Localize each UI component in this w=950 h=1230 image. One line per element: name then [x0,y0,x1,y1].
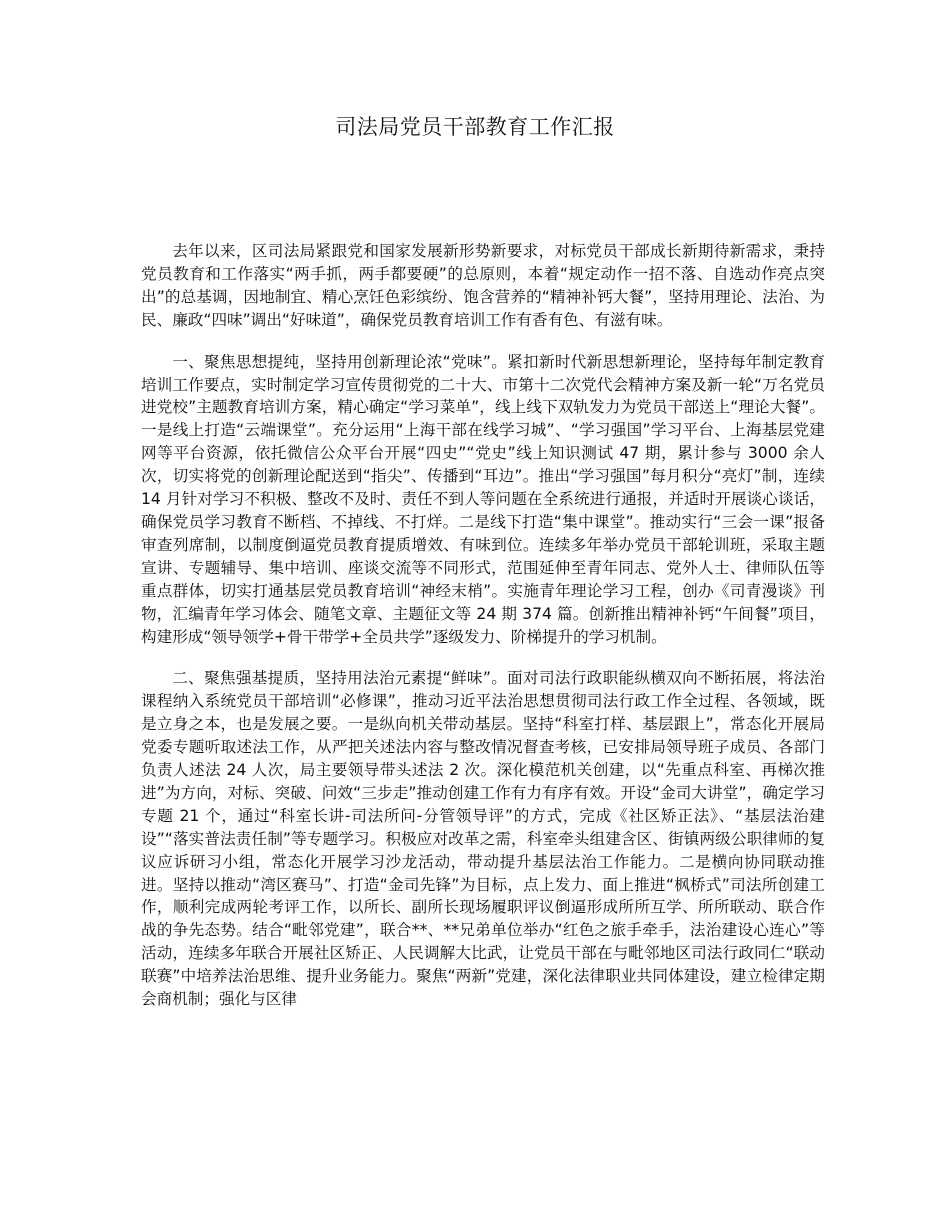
section-two-paragraph: 二、聚焦强基提质，坚持用法治元素提“鲜味”。面对司法行政职能纵横双向不断拓展，将法治课程纳入系统党员干部培训“必修课”，推动习近平法治思想贯彻司法行政工作全过程、各领域，既是立身之本，也是发展之要。一是纵向机关带动基层。坚持“科室打样、基层跟上”，常态化开展局党委专题听取述法工作，从严把关述法内容与整改情况督查考核，已安排局领导班子成员、各部门负责人述法 24 人次，局主要领导带头述法 2 次。深化模范机关创建，以“先重点科室、再梯次推进”为方向，对标、突破、问效“三步走”推动创建工作有力有序有效。开设“金司大讲堂”，确定学习专题 21 个，通过“科室长讲-司法所问-分管领导评”的方式，完成《社区矫正法》、“基层法治建设”“落实普法责任制”等专题学习。积极应对改革之需，科室牵头组建含区、街镇两级公职律师的复议应诉研习小组，常态化开展学习沙龙活动，带动提升基层法治工作能力。二是横向协同联动推进。坚持以推动“湾区赛马”、打造“金司先锋”为目标，点上发力、面上推进“枫桥式”司法所创建工作，顺利完成两轮考评工作，以所长、副所长现场履职评议倒逼形成所所互学、所所联动、联合作战的争先态势。结合“毗邻党建”，联合**、**兄弟单位举办“红色之旅手牵手，法治建设心连心”等活动，连续多年联合开展社区矫正、人民调解大比武，让党员干部在与毗邻地区司法行政同仁“联动联赛”中培养法治思维、提升业务能力。聚焦“两新”党建，深化法律职业共同体建设，建立检律定期会商机制；强化与区律 [141,669,825,1009]
document-title: 司法局党员干部教育工作汇报 [335,115,615,139]
intro-paragraph: 去年以来，区司法局紧跟党和国家发展新形势新要求，对标党员干部成长新期待新需求，秉持党员教育和工作落实“两手抓，两手都要硬”的总原则，本着“规定动作一招不落、自选动作亮点突出”的总基调，因地制宜、精心烹饪色彩缤纷、饱含营养的“精神补钙大餐”，坚持用理论、法治、为民、廉政“四味”调出“好味道”，确保党员教育培训工作有香有色、有滋有味。 [141,242,825,329]
section-one-paragraph: 一、聚焦思想提纯，坚持用创新理论浓“党味”。紧扣新时代新思想新理论，坚持每年制定教育培训工作要点，实时制定学习宣传贯彻党的二十大、市第十二次党代会精神方案及新一轮“万名党员进党校”主题教育培训方案，精心确定“学习菜单”，线上线下双轨发力为党员干部送上“理论大餐”。一是线上打造“云端课堂”。充分运用“上海干部在线学习城”、“学习强国”学习平台、上海基层党建网等平台资源，依托微信公众平台开展“四史”“党史”线上知识测试 47 期，累计参与 3000 余人次，切实将党的创新理论配送到“指尖”、传播到“耳边”。推出“学习强国”每月积分“亮灯”制，连续 14 月针对学习不积极、整改不及时、责任不到人等问题在全系统进行通报，并适时开展谈心谈话，确保党员学习教育不断档、不掉线、不打烊。二是线下打造“集中课堂”。推动实行“三会一课”报备审查列席制，以制度倒逼党员教育提质增效、有味到位。连续多年举办党员干部轮训班，采取主题宣讲、专题辅导、集中培训、座谈交流等不同形式，范围延伸至青年同志、党外人士、律师队伍等重点群体，切实打通基层党员教育培训“神经末梢”。实施青年理论学习工程，创办《司青漫谈》刊物，汇编青年学习体会、随笔文章、主题征文等 24 期 374 篇。创新推出精神补钙“午间餐”项目，构建形成“领导领学+骨干带学+全员共学”逐级发力、阶梯提升的学习机制。 [141,352,825,646]
document-body [141,240,825,1030]
